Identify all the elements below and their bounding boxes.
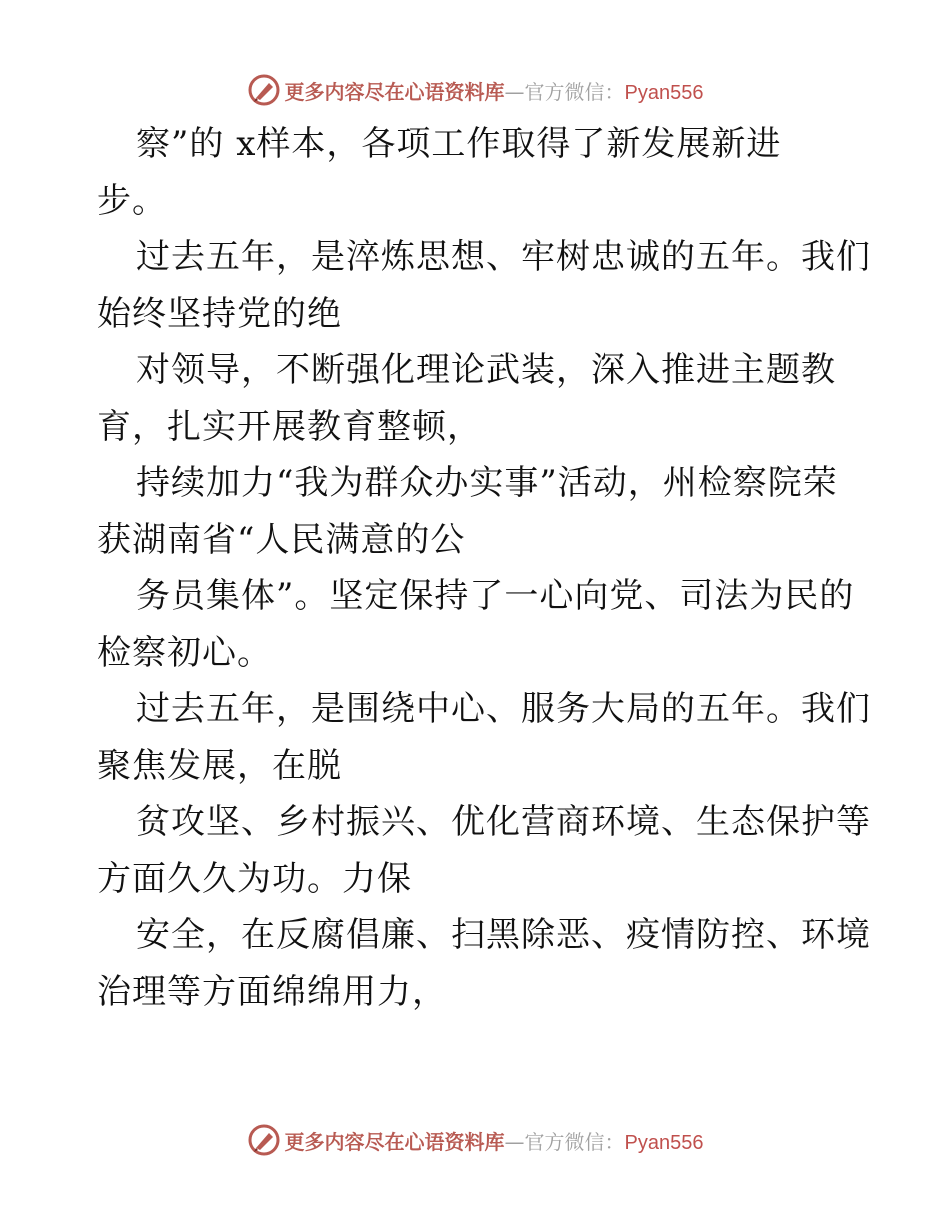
text-line: 步。: [97, 180, 167, 221]
text-line: 方面久久为功。力保: [97, 858, 412, 899]
banner-separator: —: [504, 79, 525, 104]
pen-nib-logo-icon: [247, 1123, 281, 1157]
text-line: 察”的 x样本，各项工作取得了新发展新进: [136, 124, 782, 164]
banner-main-text: 更多内容尽在心语资料库: [284, 1129, 505, 1154]
footer-banner: [0, 1120, 950, 1160]
banner-text: [285, 76, 704, 105]
text-line: 育，扎实开展教育整顿，: [97, 406, 482, 447]
banner-wechat-id: Pyan556: [624, 1131, 704, 1154]
header-banner: [0, 70, 950, 110]
text-line: 对领导，不断强化理论武装，深入推进主题教: [136, 350, 836, 390]
banner-separator: —: [504, 1129, 525, 1154]
banner-text: [285, 1126, 704, 1155]
text-line: 治理等方面绵绵用力，: [97, 971, 447, 1012]
text-line: 务员集体”。坚定保持了一心向党、司法为民的: [136, 576, 855, 616]
text-line: 获湖南省“人民满意的公: [97, 519, 466, 560]
text-line: 过去五年，是淬炼思想、牢树忠诚的五年。我们: [136, 237, 871, 277]
document-body: [97, 122, 871, 1026]
text-line: 过去五年，是围绕中心、服务大局的五年。我们: [136, 689, 871, 729]
text-line: 安全，在反腐倡廉、扫黑除恶、疫情防控、环境: [136, 915, 871, 955]
text-line: 检察初心。: [97, 632, 272, 673]
text-line: 贫攻坚、乡村振兴、优化营商环境、生态保护等: [136, 802, 871, 842]
banner-main-text: 更多内容尽在心语资料库: [284, 79, 505, 104]
text-line: 始终坚持党的绝: [97, 293, 342, 334]
banner-wechat-id: Pyan556: [624, 81, 704, 104]
banner-wechat-label: 官方微信：: [524, 1129, 625, 1154]
text-line: 聚焦发展，在脱: [97, 745, 342, 786]
banner-wechat-label: 官方微信：: [524, 79, 625, 104]
pen-nib-logo-icon: [247, 73, 281, 107]
text-line: 持续加力“我为群众办实事”活动，州检察院荣: [136, 463, 838, 503]
